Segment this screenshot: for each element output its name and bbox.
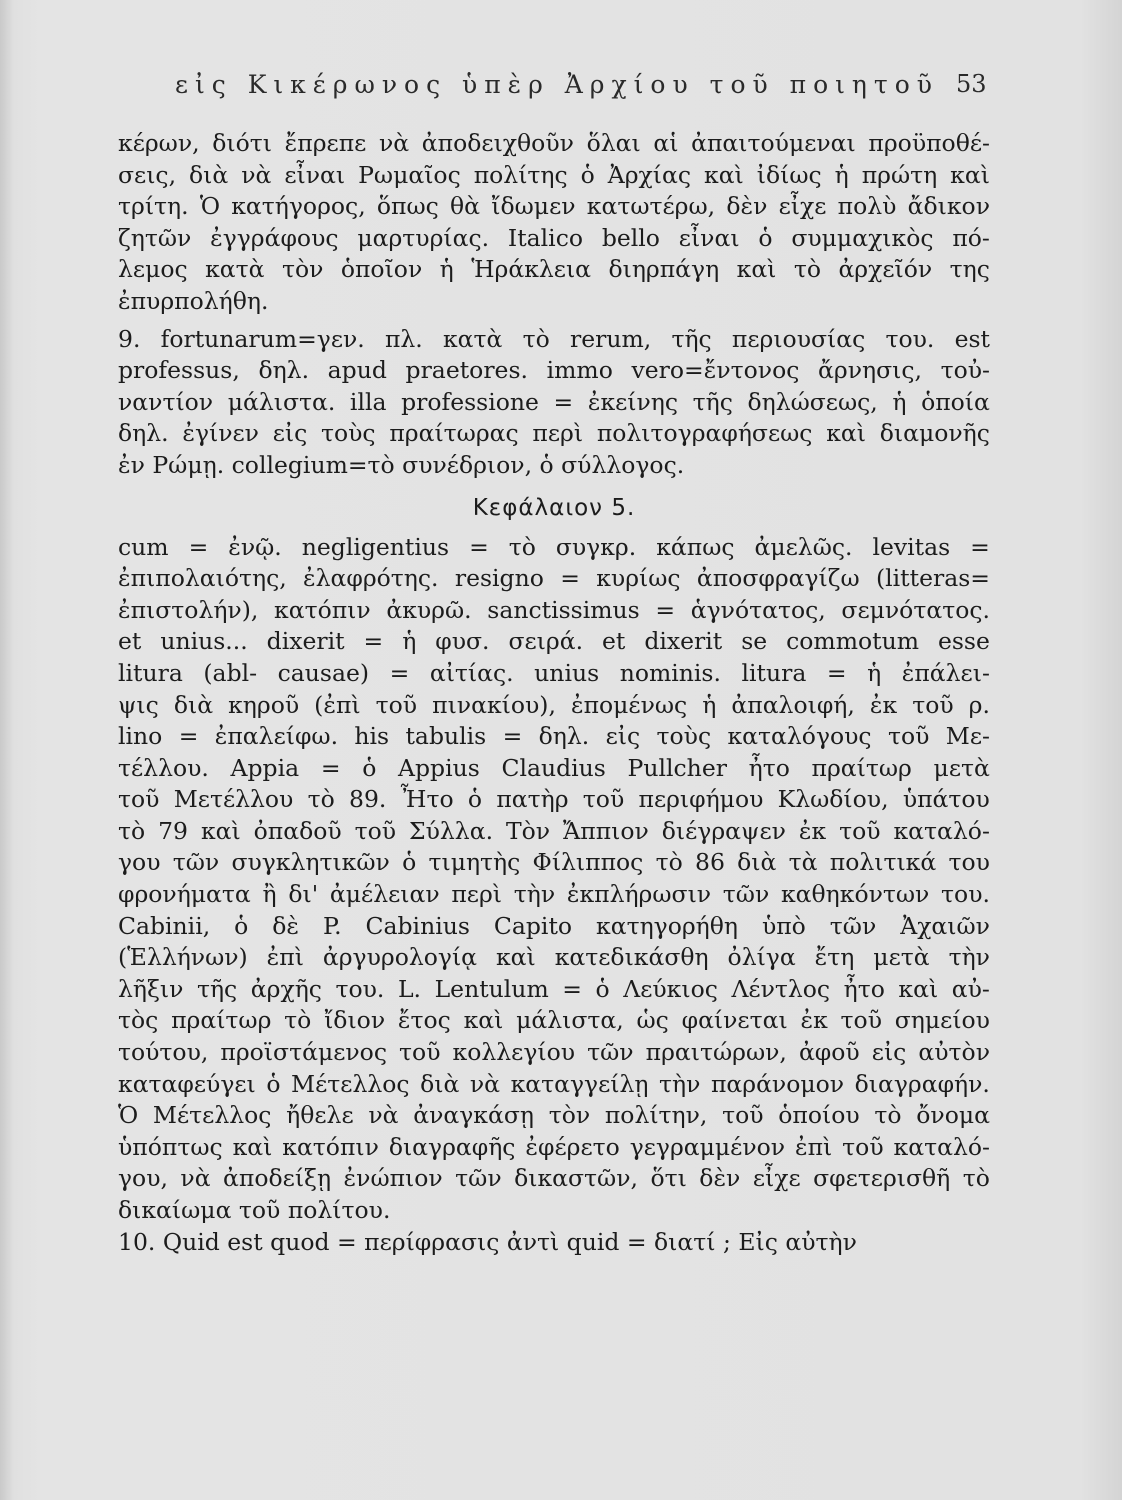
text-line: ἐπιστολήν), κατόπιν ἀκυρῶ. sanctissimus = ἁγνότατος, σεμνότατος. xyxy=(118,595,990,624)
text-line: λεμος κατὰ τὸν ὁποῖον ἡ Ἡράκλεια διηρπάγη καὶ τὸ ἀρχεῖόν της xyxy=(118,255,990,284)
text-line: δηλ. ἐγίνεν εἰς τοὺς πραίτωρας περὶ πολιτογραφήσεως καὶ διαμονῆς xyxy=(118,419,990,448)
chapter-heading: Κεφάλαιον 5. xyxy=(472,494,636,521)
text-line: ὑπόπτως καὶ κατόπιν διαγραφῆς ἐφέρετο γεγραμμένον ἐπὶ τοῦ καταλό- xyxy=(118,1132,990,1161)
paragraph-section-9 xyxy=(118,324,990,482)
paragraph-commentary-8-end xyxy=(118,128,990,318)
text-line: τοῦ Μετέλλου τὸ 89. Ἦτο ὁ πατὴρ τοῦ περιφήμου Κλωδίου, ὑπάτου xyxy=(118,785,990,814)
text-line: litura (abl- causae) = αἰτίας. unius nominis. litura = ἡ ἐπάλει- xyxy=(118,658,990,687)
paragraph-chapter-5 xyxy=(118,532,990,1227)
text-line: τὸς πραίτωρ τὸ ἴδιον ἔτος καὶ μάλιστα, ὡς φαίνεται ἐκ τοῦ σημείου xyxy=(118,1006,990,1035)
page-body xyxy=(118,128,990,1258)
running-title: εἰς Κικέρωνος ὑπὲρ Ἀρχίου τοῦ ποιητοῦ xyxy=(175,70,939,99)
text-line: καταφεύγει ὁ Μέτελλος διὰ νὰ καταγγείλῃ τὴν παράνομον διαγραφήν. xyxy=(118,1069,990,1098)
text-line: Cabinii, ὁ δὲ P. Cabinius Capito κατηγορήθη ὑπὸ τῶν Ἀχαιῶν xyxy=(118,911,990,940)
text-line: ζητῶν ἐγγράφους μαρτυρίας. Italico bello εἶναι ὁ συμμαχικὸς πό- xyxy=(118,223,990,252)
text-line: 10. Quid est quod = περίφρασις ἀντὶ quid = διατί ; Εἰς αὐτὴν xyxy=(118,1227,857,1256)
text-line: σεις, διὰ νὰ εἶναι Ρωμαῖος πολίτης ὁ Ἀρχίας καὶ ἰδίως ἡ πρώτη καὶ xyxy=(118,160,990,189)
text-line: λῆξιν τῆς ἀρχῆς του. L. Lentulum = ὁ Λεύκιος Λέντλος ἦτο καὶ αὐ- xyxy=(118,974,990,1003)
text-line: τὸ 79 καὶ ὀπαδοῦ τοῦ Σύλλα. Τὸν Ἄππιον διέγραψεν ἐκ τοῦ καταλό- xyxy=(118,816,990,845)
text-line: τούτου, προϊστάμενος τοῦ κολλεγίου τῶν πραιτώρων, ἀφοῦ εἰς αὐτὸν xyxy=(118,1038,990,1067)
text-line: φρονήματα ἢ δι' ἀμέλειαν περὶ τὴν ἐκπλήρωσιν τῶν καθηκόντων του. xyxy=(118,880,990,909)
text-line: ἐν Ρώμῃ. collegium=τὸ συνέδριον, ὁ σύλλογος. xyxy=(118,450,685,479)
page-number: 53 xyxy=(956,70,987,98)
text-line: professus, δηλ. apud praetores. immo vero=ἔντονος ἄρνησις, τοὐ- xyxy=(118,356,990,385)
text-line: ἐπυρπολήθη. xyxy=(118,286,269,315)
text-line: κέρων, διότι ἔπρεπε νὰ ἀποδειχθοῦν ὅλαι αἱ ἀπαιτούμεναι προϋποθέ- xyxy=(118,129,990,157)
paragraph-section-10 xyxy=(118,1227,990,1259)
text-line: τρίτη. Ὁ κατήγορος, ὅπως θὰ ἴδωμεν κατωτέρω, δὲν εἶχε πολὺ ἄδικον xyxy=(118,192,990,221)
text-line: et unius... dixerit = ἡ φυσ. σειρά. et dixerit se commotum esse xyxy=(118,627,990,656)
text-line: γου, νὰ ἀποδείξῃ ἐνώπιον τῶν δικαστῶν, ὅτι δὲν εἶχε σφετερισθῆ τὸ xyxy=(118,1164,990,1193)
text-line: τέλλου. Appia = ὁ Appius Claudius Pullcher ἦτο πραίτωρ μετὰ xyxy=(118,753,990,782)
text-line: ναντίον μάλιστα. illa professione = ἐκείνης τῆς δηλώσεως, ἡ ὁποία xyxy=(118,387,990,416)
text-line: lino = ἐπαλείφω. his tabulis = δηλ. εἰς τοὺς καταλόγους τοῦ Με- xyxy=(118,722,990,751)
text-line: (Ἑλλήνων) ἐπὶ ἀργυρολογίᾳ καὶ κατεδικάσθη ὀλίγα ἔτη μετὰ τὴν xyxy=(118,943,990,972)
text-line: cum = ἐνῷ. negligentius = τὸ συγκρ. κάπως ἀμελῶς. levitas = xyxy=(118,532,990,561)
text-line: δικαίωμα τοῦ πολίτου. xyxy=(118,1196,391,1224)
text-line: ἐπιπολαιότης, ἐλαφρότης. resigno = κυρίως ἀποσφραγίζω (litteras= xyxy=(118,564,990,593)
text-line: 9. fortunarum=γεν. πλ. κατὰ τὸ rerum, τῆς περιουσίας του. est xyxy=(118,324,990,353)
text-line: Ὁ Μέτελλος ἤθελε νὰ ἀναγκάσῃ τὸν πολίτην, τοῦ ὁποίου τὸ ὄνομα xyxy=(118,1101,990,1130)
text-line: γου τῶν συγκλητικῶν ὁ τιμητὴς Φίλιππος τὸ 86 διὰ τὰ πολιτικά του xyxy=(118,848,990,877)
text-line: ψις διὰ κηροῦ (ἐπὶ τοῦ πινακίου), ἐπομένως ἡ ἀπαλοιφή, ἐκ τοῦ ρ. xyxy=(118,690,990,719)
